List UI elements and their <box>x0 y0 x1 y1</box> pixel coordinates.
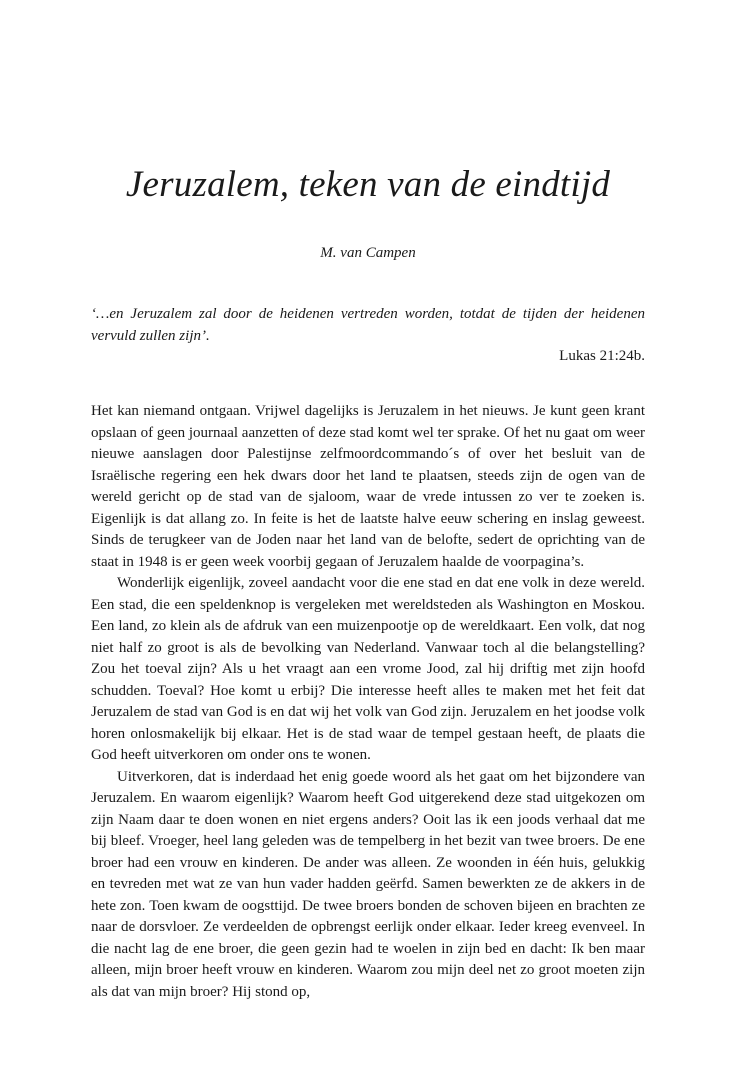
body-paragraph: Uitverkoren, dat is inderdaad het enig goede woord als het gaat om het bijzondere van Jeruzalem. En waarom eigenlijk? Waarom heeft God uitgerekend deze stad uitgekozen om zijn Naam daar te doen wonen en niet ergens anders? Ooit las ik een joods verhaal dat me bij bleef. Vroeger, heel lang geleden was de tempelberg in het bezit van twee broers. De ene broer had een vrouw en kinderen. De ander was alleen. Ze woonden in één huis, gelukkig en tevreden met wat ze van hun vader hadden geërfd. Samen bewerkten ze de akkers in de hete zon. Toen kwam de oogsttijd. De twee broers bonden de schoven bijeen en brachten ze naar de dorsvloer. Ze verdeelden de opbrengst eerlijk onder elkaar. Ieder kreeg evenveel. In die nacht lag de ene broer, die geen gezin had te woelen in zijn bed en dacht: Ik ben maar alleen, mijn broer heeft vrouw en kinderen. Waarom zou mijn deel net zo groot moeten zijn als dat van mijn broer? Hij stond op, <box>91 768 645 1000</box>
epigraph-quote: ‘…en Jeruzalem zal door de heidenen vertreden worden, totdat de tijden der heidenen vervuld zullen zijn’. <box>91 306 645 344</box>
epigraph-reference: Lukas 21:24b. <box>559 348 645 364</box>
article-author: M. van Campen <box>320 245 416 261</box>
body-paragraph: Wonderlijk eigenlijk, zoveel aandacht voor die ene stad en dat ene volk in deze wereld. Een stad, die een speldenknop is vergeleken met wereldsteden als Washington en Moskou. Een land, zo klein als de afdruk van een muizenpootje op de wereldkaart. Een volk, dat nog niet half zo groot is als de bevolking van Nederland. Vanwaar toch al die belangstelling? Zou het toeval zijn? Als u het vraagt aan een vrome Jood, zal hij driftig met zijn hoofd schudden. Toeval? Hoe komt u erbij? Die interesse heeft alles te maken met het feit dat Jeruzalem de stad van God is en dat wij het volk van God zijn. Jeruzalem en het joodse volk horen onlosmakelijk bij elkaar. Het is de stad waar de tempel gestaan heeft, de plaats die God heeft uitverkoren om onder ons te wonen. <box>91 575 645 763</box>
article-title: Jeruzalem, teken van de eindtijd <box>125 164 611 205</box>
body-paragraph: Het kan niemand ontgaan. Vrijwel dagelijks is Jeruzalem in het nieuws. Je kunt geen krant opslaan of geen journaal aanzetten of deze stad komt wel ter sprake. Of het nu gaat om weer nieuwe aanslagen door Palestijnse zelfmoordcommando´s of over het besluit van de Israëlische regering een hek dwars door het land te plaatsen, steeds zijn de ogen van de wereld gericht op de stad van de sjaloom, waar de vrede intussen zo ver te zoeken is. Eigenlijk is dat allang zo. In feite is het de laatste halve eeuw schering en inslag geweest. Sinds de terugkeer van de Joden naar het land van de belofte, sedert de oprichting van de staat in 1948 is er geen week voorbij gegaan of Jeruzalem haalde de voorpagina’s. <box>91 403 645 570</box>
article-body <box>91 401 645 1003</box>
document-page <box>91 0 645 1068</box>
